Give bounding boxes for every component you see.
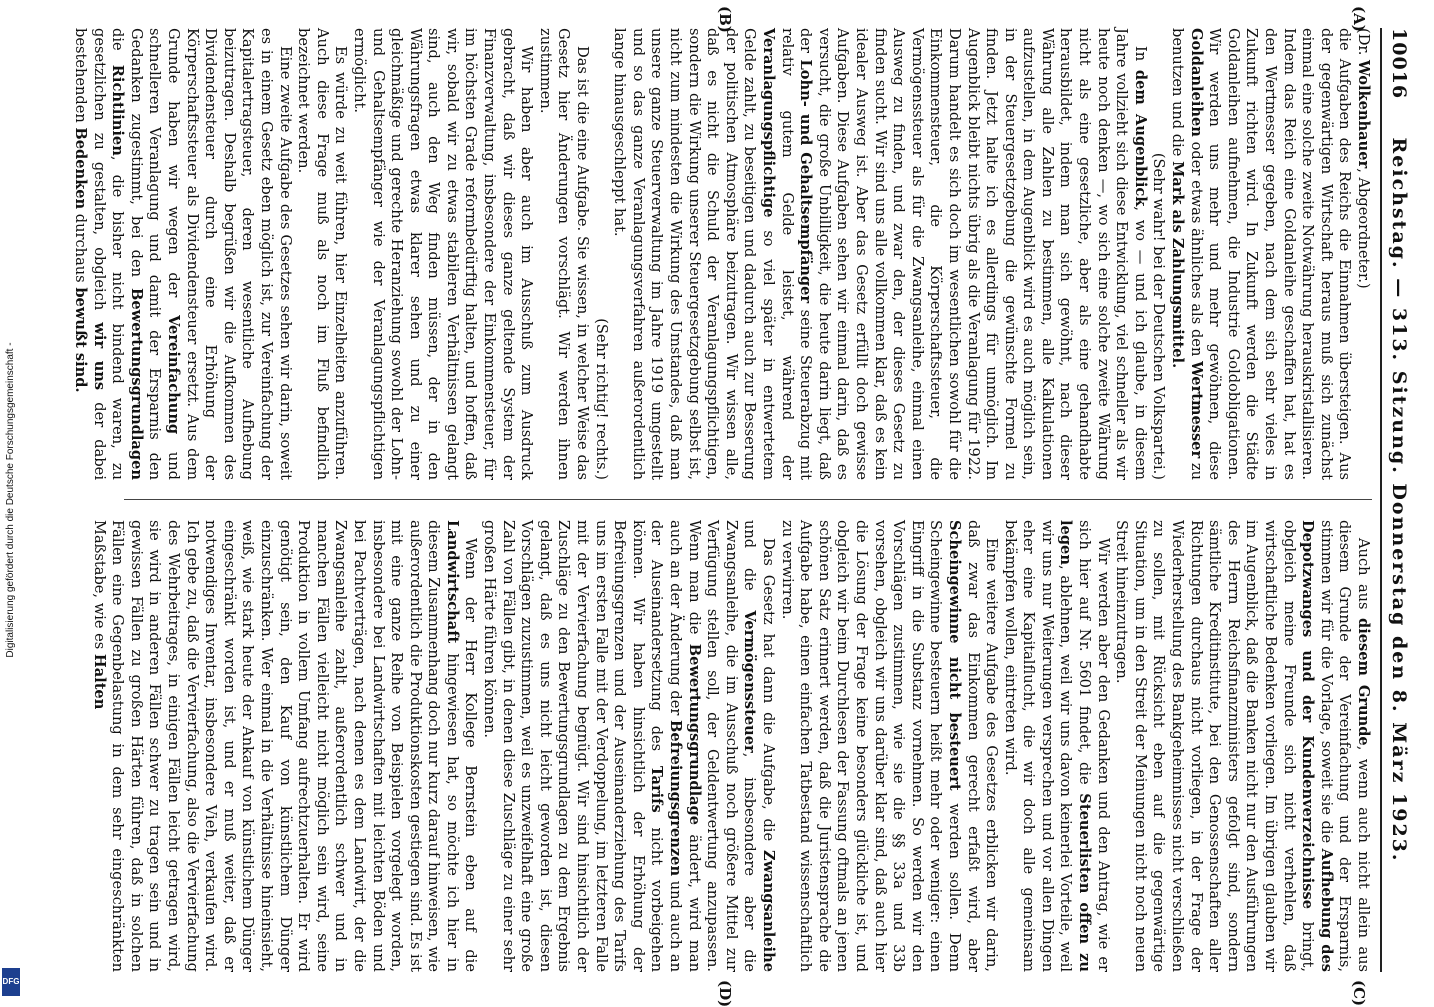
approval-note: (Sehr richtig! rechts.) [592,318,610,480]
dfg-logo: DFG [2,968,20,996]
paragraph: die Aufgaben des Reichs die Einnahmen übersteigen. Aus der gegenwärtigen Wirtschaft heraus muß sich zunächst einmal eine solche zweite Notwährung herauskristallisieren. Indem das Reich eine Goldanleihe geschaffen hat, hat es den Wertmesser gegeben, nach dem sich sehr vieles in Zukunft richten wird. In Zukunft werden die Städte Goldanleihen aufnehmen, die Industrie Goldobligationen. Wir werden uns mehr und mehr gewöhnen, diese Goldanleihen oder etwas ähnliches als den Wertmesser zu benutzen und die Mark als Zahlungsmittel. [1169,28,1354,480]
right-column [90,520,1372,973]
column-divider [124,499,1372,500]
margin-mark-a: (A) [1350,6,1368,32]
approval-note: (Sehr wahr! bei der Deutschen Volkspartei.) [1150,152,1168,480]
paragraph: Eine weitere Aufgabe des Gesetzes erblicken wir darin, daß zwar das Einkommen gerecht erfaßt wird, aber Scheingewinne nicht besteuert werden sollen. Denn Scheingewinne besteuern heißt mehr oder weniger: einen Eingriff in die Substanz vornehmen. So werden wir den Vorschlägen zustimmen, wie sie die §§ 33a und 33b vorsehen, obgleich wir uns darüber klar sind, daß auch hier die Lösung der Frage keine besonders glückliche ist, und obgleich wir beim Durchlesen der Fassung oftmals an jenen schönen Satz erinnert werden, daß die Juristensprache die Aufgabe habe, einen einfachen Tatbestand wissenschaftlich zu verwirren. [778,520,1001,973]
paragraph: In dem Augenblick, wo — und ich glaube, in diesem Jahre vollzieht sich diese Entwicklung, viel schneller als wir heute noch denken —, wo sich eine solche zweite Währung nicht als eine gesetzliche, aber als eine gehandhabte herausbildet, indem man sich gewöhnt, nach dieser Währung alle Zahlen zu bestimmen, alle Kalkulationen aufzustellen, in dem Augenblick wird es auch möglich sein, in der Steuergesetzgebung die gewünschte Formel zu finden. Jetzt halte ich es allerdings für unmöglich. Im Augenblick bleibt nichts übrig als die Veranlagung für 1922. Darum handelt es sich doch im wesentlichen sowohl für die Einkommensteuer, die Körperschaftssteuer, die Vermögenssteuer als für die Zwangsanleihe, einmal einen Ausweg zu finden, und zwar den, der dieses Gesetz zu finden sucht. Wir sind uns alle vollkommen klar, daß es kein idealer Ausweg ist. Aber das Gesetz erfüllt doch gewisse Aufgaben. Diese Aufgaben sehen wir einmal darin, daß es versucht, die große Unbilligkeit, die heute darin liegt, daß der Lohn- und Gehaltsempfänger seine Steuerabzug mit relativ gutem Gelde leistet, während der Veranlagungspflichtige so viel später in entwertetem Gelde zahlt, zu beseitigen und dadurch auch zur Besserung der politischen Atmosphäre beizutragen. Wir wissen alle, daß es nicht die Schuld der Veranlagungspflichtigen, sondern die Wirkung unserer Steuergesetzgebung selbst ist, nicht zum mindesten die Wirkung des Umstandes, daß man unsere ganze Steuerverwaltung im Jahre 1919 umgestellt und so das ganze Veranlagungsverfahren außerordentlich lange hinausgeschleppt hat. [611,28,1149,480]
margin-mark-d: (D) [716,980,734,1007]
paragraph: Das Gesetz hat dann die Aufgabe, die Zwangsanleihe und die Vermögenssteuer, insbesondere aber die Zwangsanleihe, die im Ausschuß noch größere Mittel zur Verfügung stellen soll, der Geldentwertung anzupassen. Wenn man die Bewertungsgrundlage ändert, wird man auch an der Änderung der Befreiungsgrenzen und auch an der Auseinandersetzung des Tarifs nicht vorbeigehen können. Wir haben hinsichtlich der Erhöhung der Befreiungsgrenzen und der Auseinanderziehung des Tarifs uns im ersten Falle mit der Verdoppelung, im letzteren Falle mit der Vervierfachung begnügt. Wir sind hinsichtlich der Zuschläge zu den Bewertungsgrundlagen zu dem Ergebnis gelangt, daß es uns nicht leicht geworden ist, diesen Vorschlägen zuzustimmen, weil es unzweifelhaft eine große Zahl von Fällen gibt, in denen diese Zuschläge zu einer sehr großen Härte führen können. [481,520,777,972]
page-header [1380,28,1412,972]
paragraph: Wenn der Herr Kollege Bernstein eben auf die Landwirtschaft hingewiesen hat, so möchte ich hier in diesem Zusammenhang doch nur kurz darauf hinweisen, wie außerordentlich die Produktionskosten gestiegen sind. Es ist mit eine ganze Reihe von Beispielen vorgelegt worden, insbesondere bei Landwirtschaften mit leichten Böden und bei Pachtverträgen, nach denen es dem Landwirt, der die Zwangsanleihe zahlt, außerordentlich schwer und in manchen Fällen vielleicht nicht möglich sein wird, seine Produktion in vollem Umfang aufrechtzuerhalten. Er wird genötigt sein, den Kauf von künstlichem Dünger einzuschränken. Wer einmal in die Verhältnisse hineinsieht, weiß, wie stark heute der Ankauf von künstlichem Dünger eingeschränkt worden ist, und er muß weiter, daß er notwendiges Inventar, insbesondere Vieh, verkaufen wird. Ich gebe zu, daß die Vervierfachung, also die Vervierfachung des Wehrbeitrages, in einigen Fällen leicht getragen wird, sie wird in anderen Fällen schwer zu tragen sein und in gewissen Fällen zu großen Härten führen, daß in solchen Fällen eine Gegenbelastung in dem sehr eingeschränkten Maßstabe, wie es Halten [90,520,480,972]
newspaper-page [72,0,1434,1007]
paragraph: Wir haben aber auch im Ausschuß zum Ausdruck gebracht, daß wir dieses ganze geltende System der Finanzverwaltung, insbesondere der Einkommensteuer, für im höchsten Grade reformbedürftig halten, und hoffen, daß wir, sobald wir zu etwas stabileren Verhältnissen gelangt sind, auch den Weg finden müssen, der in den Währungsfragen etwas klarer sehen und zu einer gleichmäßige und gerechte Heranziehung sowohl der Lohn- und Gehaltsempfänger wie der Veranlagungspflichtigen ermöglicht. [350,28,536,480]
paragraph: Auch aus diesem Grunde, wenn auch nicht allein aus diesem Grunde der Vereinfachung und der Ersparnis, stimmen wir für die Vorlage, soweit sie die Aufhebung des Depotzwanges und der Kundenverzeichnisse bringt, obgleich meine Freunde sich nicht verhehlen, daß wirtschaftliche Bedenken vorliegen. Im übrigen glauben wir im Augenblick, daß die Banken nicht nur den Ausführungen des Herrn Reichsfinanzministers gefolgt sind, sondern sämtliche Kreditinstitute, bei den Genossenschaften aller Richtungen durchaus nicht vorliegen, in der Frage der Wiederherstellung des Bankgeheimnisses nicht verschließen zu sollen, mit Rücksicht eben auf die gegenwärtige Situation, um in den Streit der Meinungen nicht noch neuen Streit hineinzutragen. [1113,520,1372,972]
page-title: Reichstag. — 313. Sitzung. Donnerstag den 8. März 1923. [1388,137,1410,863]
digitization-credit: Digitalisierung gefördert durch die Deutsche Forschungsgemeinschaft - [5,342,16,658]
paragraph: Wir werden aber den Gedanken und den Antrag, wie er sich hier auf Nr. 5601 findet, die Steuerlisten offen zu legen, ablehnen, weil wir uns davon keinerlei Vorteile, weil wir uns nur Weiterungen versprechen und vor allen Dingen eher eine Kapitalflucht, die wir doch alle gemeinsam bekämpfen wollen, eintreten wird. [1001,520,1112,972]
margin-mark-c: (C) [1350,980,1368,1007]
paragraph: Es würde zu weit führen, hier Einzelheiten anzuführen. Auch diese Frage muß als noch im Fluß befindlich bezeichnet werden. [295,28,350,480]
speaker-line: (Dr. Wolkenhauer, Abgeordneter.) [1355,28,1372,289]
left-column [72,28,1372,480]
margin-mark-b: (B) [716,6,734,33]
paragraph: Das ist die eine Aufgabe. Sie wissen, in welcher Weise das Gesetz hier Änderungen vorschlägt. Wir werden ihnen zustimmen. [536,28,592,480]
paragraph: Eine zweite Aufgabe des Gesetzes sehen wir darin, soweit es in einem Gesetz eben möglich ist, zur Vereinfachung der Kapitalertragsteuer, deren wesentliche Aufhebung beizutragen. Deshalb begrüßen wir die Aufkommen des Dividendensteuer durch eine Erhöhung der Körperschaftssteuer als Dividendensteuer ersetzt. Aus dem Grunde haben wir wegen der Vereinfachung und schnelleren Veranlagung und damit der Ersparnis den Gedanken zugestimmt, bei den Bewertungsgrundlagen die Richtlinien, die bisher nicht bindend waren, zu gesetzlichen zu gestalten, obgleich wir uns der dabei bestehenden Bedenken durchaus bewußt sind. [72,28,294,480]
page-number: 10016 [1388,28,1410,100]
